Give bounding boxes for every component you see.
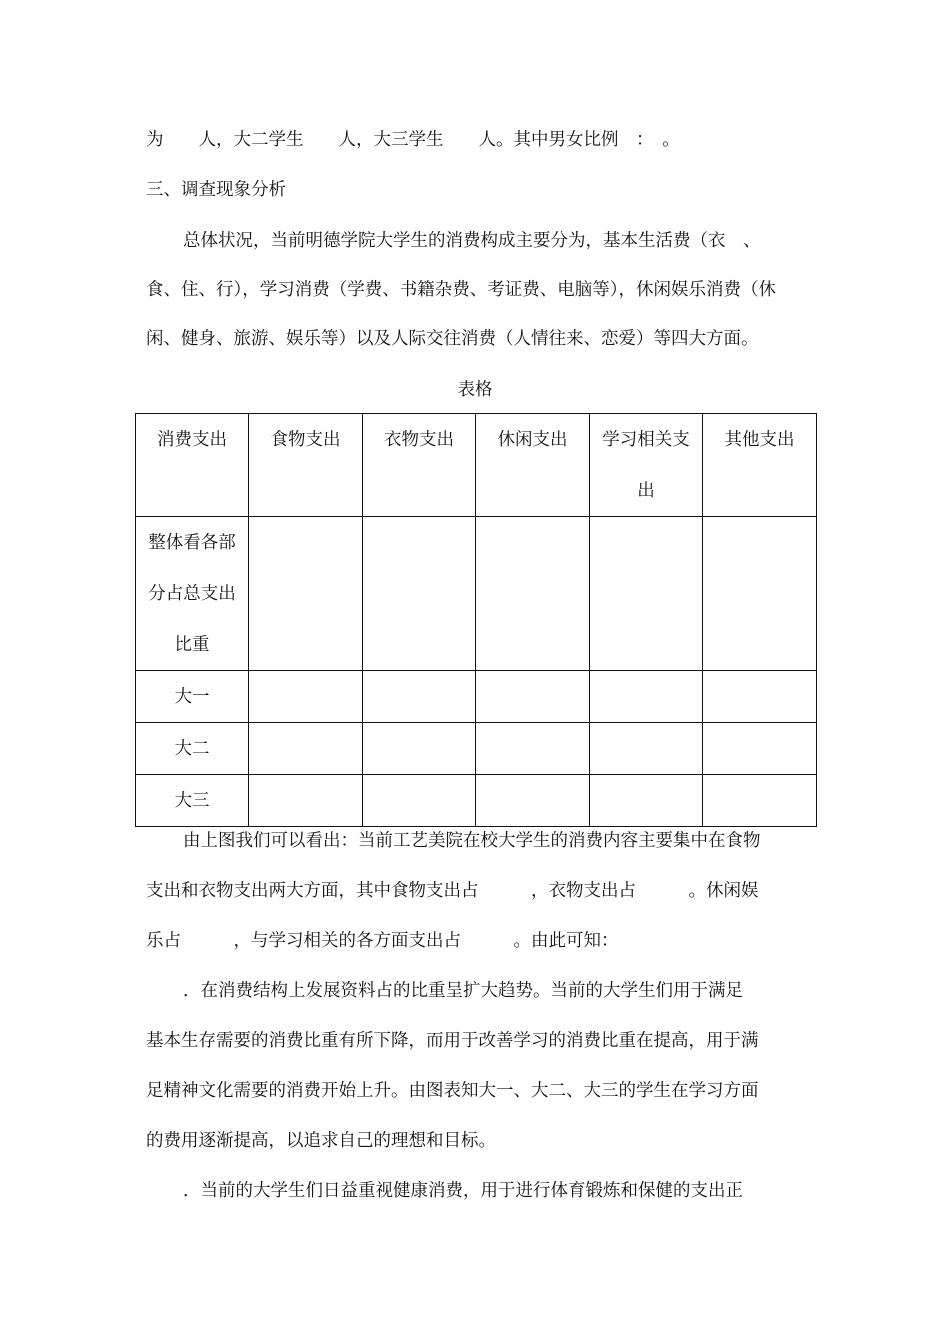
table-cell: [703, 671, 817, 723]
header-cell: [249, 414, 363, 517]
header-label: 食物支出: [270, 430, 341, 450]
table-cell: [249, 723, 363, 775]
paragraph-line: 支出和衣物支出两大方面，其中食物支出占 ，衣物支出占 。休闲娱: [146, 881, 759, 901]
row-label: 大三: [174, 791, 210, 811]
table-cell: [476, 517, 590, 671]
paragraph-line: 食、住、行），学习消费（学费、书籍杂费、考证费、电脑等），休闲娱乐消费（休: [146, 280, 776, 300]
table-cell: [249, 671, 363, 723]
table-cell: [363, 671, 476, 723]
section-heading: 三、调查现象分析: [146, 180, 286, 200]
table-row: [136, 723, 817, 775]
paragraph-line: 足精神文化需要的消费开始上升。由图表知大一、大二、大三的学生在学习方面: [146, 1081, 759, 1101]
table-row: [136, 671, 817, 723]
paragraph-line: 闲、健身、旅游、娱乐等）以及人际交往消费（人情往来、恋爱）等四大方面。: [146, 329, 759, 349]
table-header-row: [136, 414, 817, 517]
row-label: 分占总支出: [148, 584, 236, 604]
row-label-cell: [136, 775, 249, 827]
header-cell: [136, 414, 249, 517]
table-cell: [476, 671, 590, 723]
table-cell: [363, 517, 476, 671]
table-cell: [590, 517, 703, 671]
table-cell: [363, 775, 476, 827]
row-label-cell: [136, 671, 249, 723]
table-cell: [249, 775, 363, 827]
header-label: 出: [637, 481, 655, 501]
table-row: [136, 517, 817, 671]
paragraph-line: 乐占 ，与学习相关的各方面支出占 。由此可知：: [146, 931, 619, 951]
row-label: 大一: [174, 687, 210, 707]
table-cell: [703, 517, 817, 671]
paragraph-line: ．在消费结构上发展资料占的比重呈扩大趋势。当前的大学生们用于满足: [183, 981, 743, 1001]
table-row: [136, 775, 817, 827]
header-cell: [590, 414, 703, 517]
header-cell: [703, 414, 817, 517]
paragraph-line: 总体状况，当前明德学院大学生的消费构成主要分为，基本生活费（衣 、: [183, 231, 761, 251]
table-cell: [476, 723, 590, 775]
table-cell: [590, 671, 703, 723]
row-label-cell: [136, 517, 249, 671]
expense-table: [135, 413, 817, 827]
row-label-cell: [136, 723, 249, 775]
table-cell: [590, 775, 703, 827]
paragraph-line: 由上图我们可以看出：当前工艺美院在校大学生的消费内容主要集中在食物: [183, 831, 761, 851]
header-label: 衣物支出: [384, 430, 454, 450]
row-label: 大二: [174, 739, 210, 759]
row-label: 比重: [174, 635, 210, 655]
paragraph-line: 的费用逐渐提高，以追求自己的理想和目标。: [146, 1131, 496, 1151]
table-cell: [703, 723, 817, 775]
table-cell: [476, 775, 590, 827]
table-cell: [363, 723, 476, 775]
table-cell: [590, 723, 703, 775]
paragraph-line: 基本生存需要的消费比重有所下降，而用于改善学习的消费比重在提高，用于满: [146, 1031, 759, 1051]
row-label: 整体看各部: [148, 533, 236, 553]
header-label: 消费支出: [157, 430, 227, 450]
header-label: 学习相关支: [602, 430, 690, 450]
header-label: 其他支出: [724, 430, 795, 450]
paragraph-line: ．当前的大学生们日益重视健康消费，用于进行体育锻炼和保健的支出正: [183, 1181, 743, 1201]
header-cell: [476, 414, 590, 517]
header-cell: [363, 414, 476, 517]
table-caption: 表格: [457, 380, 493, 400]
header-label: 休闲支出: [497, 430, 568, 450]
intro-line: 为 人，大二学生 人，大三学生 人。其中男女比例 ： 。: [146, 130, 680, 150]
table-cell: [703, 775, 817, 827]
table-cell: [249, 517, 363, 671]
